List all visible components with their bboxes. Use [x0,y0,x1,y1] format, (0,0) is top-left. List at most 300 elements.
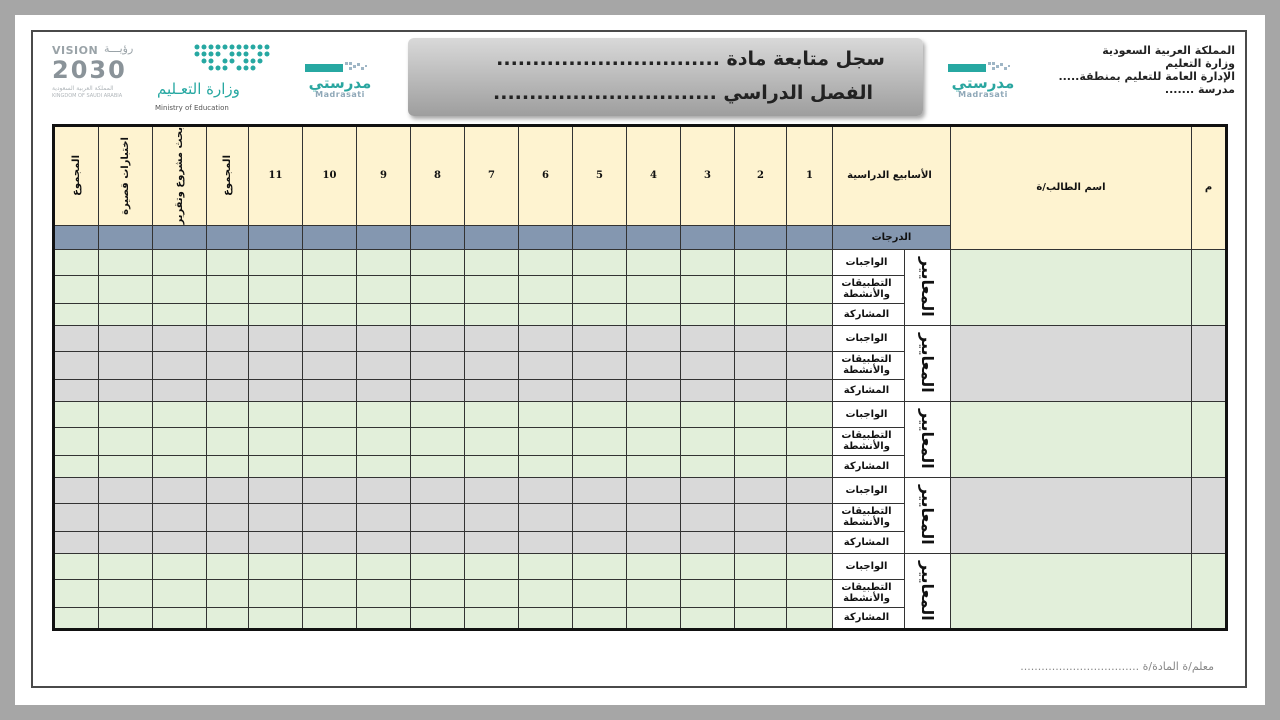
grade-cell[interactable] [249,249,303,275]
grade-cell[interactable] [153,325,207,351]
grade-cell[interactable] [153,401,207,427]
grade-cell[interactable] [465,503,519,531]
grade-cell[interactable] [99,455,153,477]
grade-cell[interactable] [787,325,833,351]
student-name-cell[interactable] [951,325,1192,401]
grade-cell[interactable] [207,275,249,303]
criterion-label-label: المشاركة [843,612,890,624]
grade-cell[interactable] [303,249,357,275]
grade-cell[interactable] [153,503,207,531]
header-index-label: م [1204,182,1213,194]
grade-cell[interactable] [681,579,735,607]
grades-bar-cell [99,225,153,249]
grade-cell[interactable] [153,303,207,325]
grade-cell[interactable] [153,427,207,455]
grade-cell[interactable] [54,303,99,325]
grade-cell[interactable] [357,427,411,455]
grade-cell[interactable] [787,477,833,503]
grade-cell[interactable] [303,401,357,427]
grade-cell[interactable] [207,351,249,379]
grade-cell[interactable] [54,477,99,503]
grade-cell[interactable] [249,379,303,401]
grade-cell[interactable] [787,427,833,455]
grade-cell[interactable] [573,351,627,379]
student-name-cell[interactable] [951,401,1192,477]
grade-cell[interactable] [357,325,411,351]
grade-cell[interactable] [573,553,627,579]
grades-table [52,124,1228,631]
student-index-cell[interactable] [1192,401,1227,477]
grade-cell[interactable] [519,275,573,303]
grade-cell[interactable] [153,607,207,629]
grade-cell[interactable] [99,325,153,351]
grade-cell[interactable] [573,275,627,303]
grade-cell[interactable] [153,351,207,379]
grade-cell[interactable] [519,455,573,477]
grade-cell[interactable] [303,303,357,325]
grade-cell[interactable] [357,579,411,607]
grade-cell[interactable] [99,579,153,607]
grade-cell[interactable] [465,477,519,503]
grade-cell[interactable] [573,607,627,629]
grade-cell[interactable] [627,303,681,325]
grade-cell[interactable] [249,401,303,427]
criterion-label-label: التطبيقات والأنشطة [841,430,892,453]
grades-bar-cell [573,225,627,249]
madrasati-ar: مدرستي [951,74,1015,92]
grade-cell[interactable] [207,455,249,477]
vision-ar: رؤيـــة [104,42,134,55]
grade-cell[interactable] [681,607,735,629]
grade-cell[interactable] [627,607,681,629]
grade-cell[interactable] [465,325,519,351]
grade-cell[interactable] [99,531,153,553]
header-line-ministry: وزارة التعليم [1165,57,1235,70]
grade-cell[interactable] [627,503,681,531]
grade-cell[interactable] [411,455,465,477]
grade-cell[interactable] [465,249,519,275]
grade-cell[interactable] [627,401,681,427]
criterion-label-label: التطبيقات والأنشطة [841,582,892,605]
grade-cell[interactable] [519,303,573,325]
grade-cell[interactable] [735,553,787,579]
grades-bar-cell [249,225,303,249]
grade-cell[interactable] [787,553,833,579]
grade-cell[interactable] [303,325,357,351]
grade-cell[interactable] [303,503,357,531]
header-week-11-label: 11 [268,170,283,182]
grade-cell[interactable] [357,275,411,303]
madrasati-en: Madrasati [315,90,365,99]
grade-cell[interactable] [99,477,153,503]
grade-cell[interactable] [357,249,411,275]
header-week-5-label: 5 [596,170,603,182]
grade-cell[interactable] [787,351,833,379]
header-total-2-label: المجموع [71,155,82,197]
grade-cell[interactable] [627,553,681,579]
grade-cell[interactable] [627,455,681,477]
grade-cell[interactable] [627,579,681,607]
criterion-label [833,455,905,477]
grade-cell[interactable] [249,553,303,579]
grade-cell[interactable] [519,503,573,531]
grade-cell[interactable] [303,553,357,579]
grade-cell[interactable] [735,249,787,275]
grade-cell[interactable] [153,455,207,477]
grade-cell[interactable] [735,455,787,477]
grade-cell[interactable] [99,351,153,379]
grade-cell[interactable] [303,455,357,477]
grade-cell[interactable] [153,553,207,579]
grade-cell[interactable] [249,455,303,477]
grade-cell[interactable] [54,503,99,531]
grade-cell[interactable] [627,531,681,553]
grade-cell[interactable] [787,531,833,553]
grade-cell[interactable] [303,477,357,503]
grade-cell[interactable] [153,531,207,553]
grade-cell[interactable] [735,275,787,303]
header-week-4-label: 4 [650,170,657,182]
grade-cell[interactable] [249,427,303,455]
moe-en: Ministry of Education [155,104,229,112]
criterion-label-label: الواجبات [845,408,888,420]
student-index-cell[interactable] [1192,325,1227,401]
grade-cell[interactable] [519,427,573,455]
grade-cell[interactable] [411,401,465,427]
grade-cell[interactable] [54,455,99,477]
grade-cell[interactable] [411,531,465,553]
grade-cell[interactable] [99,379,153,401]
grade-cell[interactable] [681,379,735,401]
criterion-label-label: الواجبات [845,484,888,496]
grade-cell[interactable] [357,503,411,531]
grade-cell[interactable] [357,379,411,401]
grade-cell[interactable] [153,579,207,607]
criteria-group-label [905,553,951,629]
grade-cell[interactable] [735,427,787,455]
grade-cell[interactable] [465,401,519,427]
grades-bar-cell [465,225,519,249]
grade-cell[interactable] [207,379,249,401]
header-student-name [951,126,1192,250]
grade-cell[interactable] [519,477,573,503]
grade-cell[interactable] [681,503,735,531]
grade-cell[interactable] [207,249,249,275]
criterion-label [833,607,905,629]
grade-cell[interactable] [357,401,411,427]
grade-cell[interactable] [735,379,787,401]
grade-cell[interactable] [735,303,787,325]
grade-cell[interactable] [99,427,153,455]
grade-cell[interactable] [573,303,627,325]
grade-cell[interactable] [357,303,411,325]
grade-cell[interactable] [207,503,249,531]
grade-cell[interactable] [519,379,573,401]
criteria-group-label-label: المعايير [918,257,937,317]
criterion-label-label: المشاركة [843,384,890,396]
grade-cell[interactable] [411,379,465,401]
criterion-label [833,325,905,351]
grade-cell[interactable] [207,427,249,455]
grade-cell[interactable] [681,455,735,477]
grade-cell[interactable] [627,379,681,401]
grade-cell[interactable] [54,249,99,275]
criteria-group-label [905,249,951,325]
grade-cell[interactable] [207,531,249,553]
grade-cell[interactable] [627,351,681,379]
grade-cell[interactable] [249,607,303,629]
grade-cell[interactable] [735,531,787,553]
header-index [1192,126,1227,250]
grade-cell[interactable] [465,553,519,579]
grade-cell[interactable] [681,325,735,351]
student-name-cell[interactable] [951,553,1192,629]
grade-cell[interactable] [735,325,787,351]
grade-cell[interactable] [207,477,249,503]
grade-cell[interactable] [99,607,153,629]
grade-cell[interactable] [54,427,99,455]
grade-cell[interactable] [573,531,627,553]
grades-bar-cell [303,225,357,249]
grade-cell[interactable] [735,351,787,379]
grade-cell[interactable] [787,607,833,629]
grade-cell[interactable] [465,607,519,629]
grade-cell[interactable] [681,249,735,275]
grade-cell[interactable] [303,351,357,379]
grade-cell[interactable] [54,607,99,629]
grade-cell[interactable] [303,275,357,303]
grades-label-label: الدرجات [871,231,912,243]
grade-cell[interactable] [99,401,153,427]
student-index-cell[interactable] [1192,477,1227,553]
grade-cell[interactable] [735,607,787,629]
grade-cell[interactable] [207,579,249,607]
grade-cell[interactable] [681,351,735,379]
grade-cell[interactable] [303,531,357,553]
grade-cell[interactable] [153,249,207,275]
vision-year: 2030 [52,56,127,84]
grade-cell[interactable] [411,249,465,275]
criterion-label-label: التطبيقات والأنشطة [841,354,892,377]
grade-cell[interactable] [519,401,573,427]
grade-cell[interactable] [249,303,303,325]
student-name-cell[interactable] [951,249,1192,325]
grades-label [833,225,951,249]
grade-cell[interactable] [153,477,207,503]
grade-cell[interactable] [465,303,519,325]
grade-cell[interactable] [465,351,519,379]
header-short-exams-label: اختبارات قصيرة [120,136,131,215]
grades-bar-cell [787,225,833,249]
grade-cell[interactable] [681,531,735,553]
grade-cell[interactable] [627,427,681,455]
grade-cell[interactable] [465,379,519,401]
grades-bar-cell [153,225,207,249]
grade-cell[interactable] [787,503,833,531]
grade-cell[interactable] [519,351,573,379]
grade-cell[interactable] [54,401,99,427]
header-week-2-label: 2 [757,170,764,182]
criteria-group-label-label: المعايير [918,485,937,545]
grade-cell[interactable] [787,579,833,607]
grade-cell[interactable] [573,477,627,503]
grade-cell[interactable] [357,351,411,379]
grade-cell[interactable] [573,579,627,607]
grade-cell[interactable] [735,477,787,503]
header-week-8 [411,126,465,226]
grade-cell[interactable] [207,303,249,325]
grade-cell[interactable] [411,275,465,303]
grade-cell[interactable] [153,275,207,303]
grade-cell[interactable] [627,275,681,303]
grade-cell[interactable] [249,531,303,553]
grade-cell[interactable] [303,579,357,607]
grade-cell[interactable] [54,579,99,607]
grade-cell[interactable] [249,275,303,303]
header-week-9 [357,126,411,226]
grade-cell[interactable] [99,553,153,579]
grade-cell[interactable] [357,531,411,553]
grade-cell[interactable] [99,275,153,303]
grade-cell[interactable] [99,249,153,275]
grade-cell[interactable] [627,249,681,275]
grade-cell[interactable] [411,553,465,579]
grade-cell[interactable] [573,427,627,455]
grade-cell[interactable] [519,579,573,607]
header-week-11 [249,126,303,226]
grade-cell[interactable] [681,401,735,427]
grade-cell[interactable] [207,607,249,629]
grade-cell[interactable] [519,553,573,579]
header-week-8-label: 8 [434,170,441,182]
grade-cell[interactable] [519,607,573,629]
grade-cell[interactable] [303,427,357,455]
grade-cell[interactable] [465,427,519,455]
table-row [54,249,1227,275]
grade-cell[interactable] [99,503,153,531]
grade-cell[interactable] [54,553,99,579]
student-name-cell[interactable] [951,477,1192,553]
grade-cell[interactable] [573,379,627,401]
student-index-cell[interactable] [1192,553,1227,629]
grade-cell[interactable] [357,477,411,503]
criterion-label-label: الواجبات [845,332,888,344]
grade-cell[interactable] [411,579,465,607]
grade-cell[interactable] [681,553,735,579]
grade-cell[interactable] [249,325,303,351]
grade-cell[interactable] [465,275,519,303]
grade-cell[interactable] [153,379,207,401]
grade-cell[interactable] [465,455,519,477]
grade-cell[interactable] [787,303,833,325]
vision-sub-en: KINGDOM OF SAUDI ARABIA [52,93,123,99]
grade-cell[interactable] [357,553,411,579]
grade-cell[interactable] [54,351,99,379]
grade-cell[interactable] [54,325,99,351]
grade-cell[interactable] [54,531,99,553]
grade-cell[interactable] [207,401,249,427]
grade-cell[interactable] [681,275,735,303]
grade-cell[interactable] [411,351,465,379]
madrasati-logo-left [305,60,375,99]
grade-cell[interactable] [627,325,681,351]
vision-word: VISION [52,44,99,57]
grade-cell[interactable] [465,579,519,607]
grade-cell[interactable] [465,531,519,553]
grade-cell[interactable] [411,607,465,629]
header-line-kingdom: المملكة العربية السعودية [1102,44,1235,57]
grade-cell[interactable] [54,275,99,303]
grade-cell[interactable] [573,249,627,275]
grade-cell[interactable] [411,477,465,503]
grade-cell[interactable] [249,477,303,503]
grade-cell[interactable] [787,275,833,303]
grade-cell[interactable] [249,579,303,607]
grade-cell[interactable] [573,325,627,351]
grade-cell[interactable] [303,607,357,629]
table-row [54,325,1227,351]
grade-cell[interactable] [573,401,627,427]
grade-cell[interactable] [573,503,627,531]
grade-cell[interactable] [303,379,357,401]
grade-cell[interactable] [735,401,787,427]
grade-cell[interactable] [519,325,573,351]
grade-cell[interactable] [99,303,153,325]
header-student-name-label: اسم الطالب/ة [1036,182,1106,194]
grade-cell[interactable] [411,303,465,325]
grade-cell[interactable] [573,455,627,477]
grade-cell[interactable] [207,553,249,579]
criterion-label [833,427,905,455]
grade-cell[interactable] [54,379,99,401]
vision-2030-logo [52,44,152,100]
grade-cell[interactable] [681,477,735,503]
header-weeks [833,126,951,226]
grade-cell[interactable] [681,427,735,455]
grade-cell[interactable] [787,455,833,477]
grade-cell[interactable] [787,249,833,275]
grade-cell[interactable] [411,427,465,455]
header-week-9-label: 9 [380,170,387,182]
grade-cell[interactable] [681,303,735,325]
criteria-group-label [905,401,951,477]
criterion-label-label: التطبيقات والأنشطة [841,506,892,529]
grade-cell[interactable] [787,401,833,427]
grade-cell[interactable] [787,379,833,401]
grade-cell[interactable] [627,477,681,503]
grade-cell[interactable] [735,503,787,531]
grade-cell[interactable] [249,503,303,531]
grade-cell[interactable] [411,503,465,531]
title-box [408,38,923,116]
criterion-label-label: الواجبات [845,560,888,572]
grade-cell[interactable] [207,325,249,351]
grade-cell[interactable] [519,249,573,275]
grades-bar-cell [207,225,249,249]
criterion-label [833,303,905,325]
grade-cell[interactable] [411,325,465,351]
grade-cell[interactable] [519,531,573,553]
header-line-directorate: الإدارة العامة للتعليم بمنطقة..... [1058,70,1235,83]
grade-cell[interactable] [357,607,411,629]
student-index-cell[interactable] [1192,249,1227,325]
header-week-7-label: 7 [488,170,495,182]
grade-cell[interactable] [357,455,411,477]
grades-bar-cell [681,225,735,249]
grade-cell[interactable] [249,351,303,379]
header-total-1 [207,126,249,226]
grade-cell[interactable] [735,579,787,607]
